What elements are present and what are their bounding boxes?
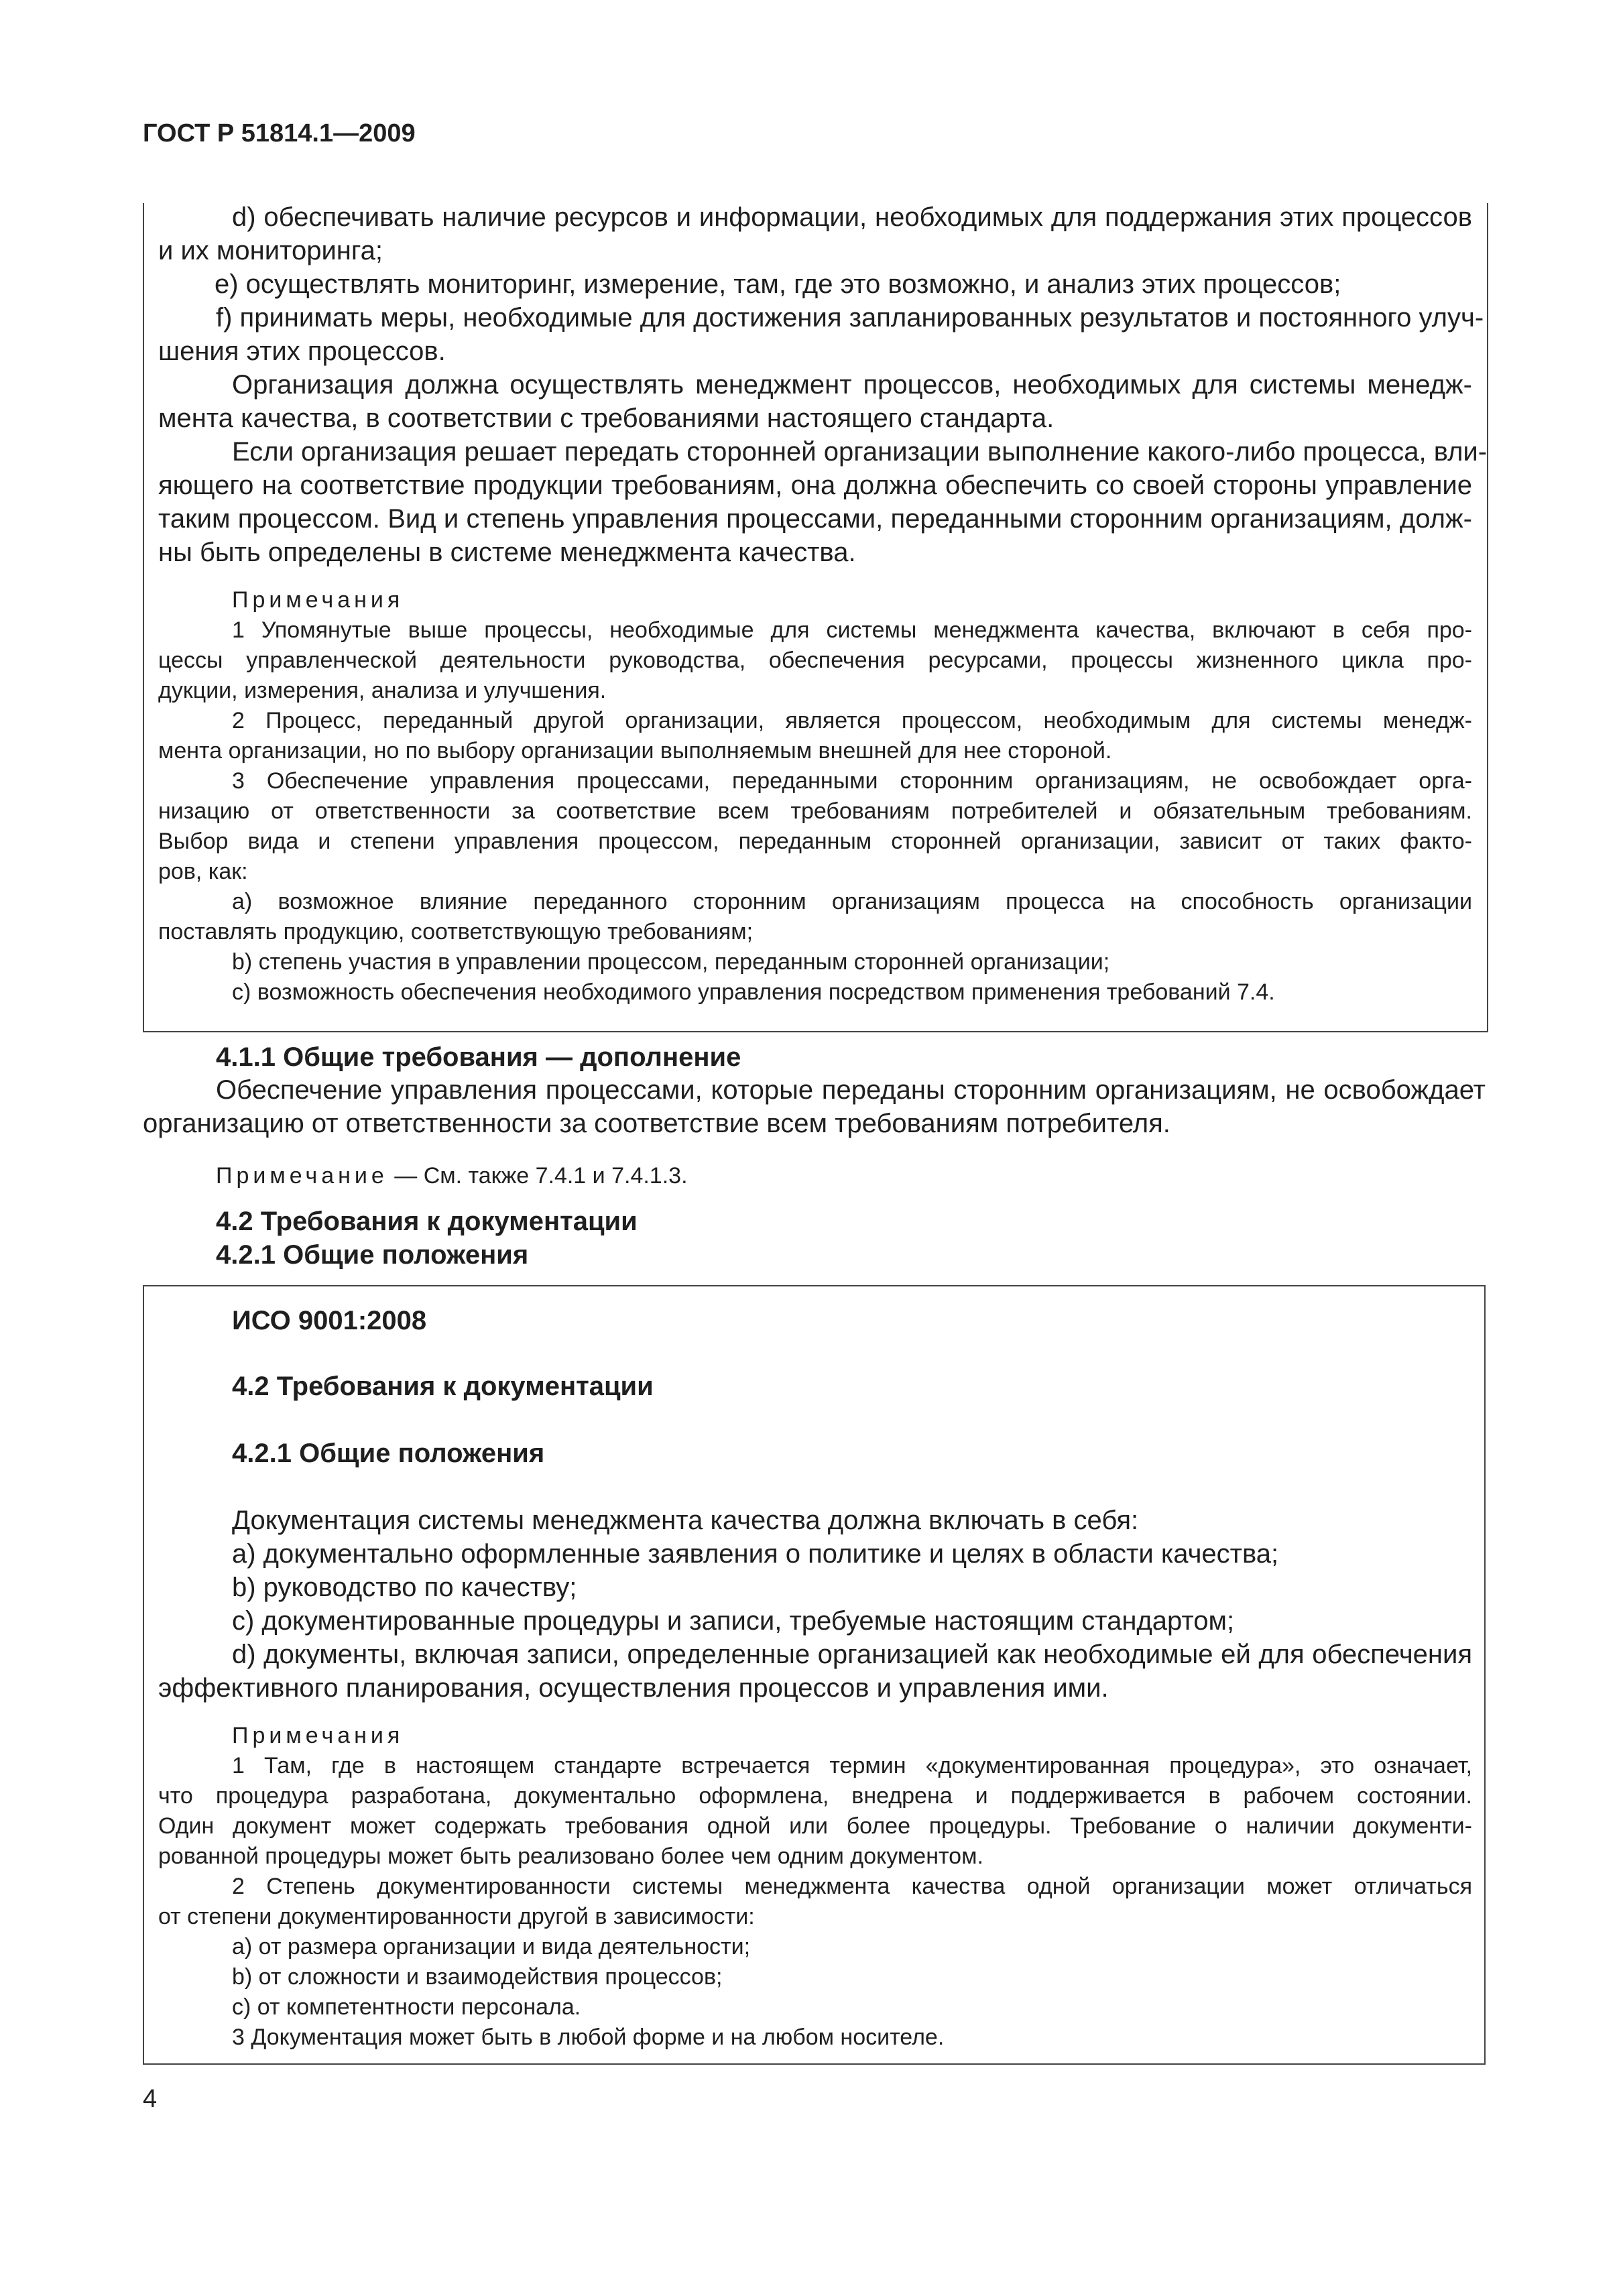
box1-note-line: 3 Обеспечение управления процессами, переданными сторонним организациям, не освобождает орга- [232, 768, 1472, 794]
box2-note-line: а) от размера организации и вида деятельности; [232, 1934, 751, 1959]
box1-line: e) осуществлять мониторинг, измерение, там, где это возможно, и анализ этих процессов; [215, 269, 1341, 299]
page-number: 4 [143, 2085, 158, 2113]
box1-note-line: b) степень участия в управлении процессом, переданным сторонней организации; [232, 949, 1110, 975]
box1-line: яющего на соответствие продукции требованиям, она должна обеспечить со своей стороны управление [158, 471, 1472, 500]
box1-note-line: ров, как: [158, 859, 248, 884]
section-heading-421: 4.2.1 Общие положения [216, 1240, 529, 1270]
box2-note-line: что процедура разработана, документально оформлена, внедрена и поддерживается в рабочем состоянии. [158, 1783, 1472, 1809]
box1-line: мента качества, в соответствии с требованиями настоящего стандарта. [158, 404, 1055, 433]
box1-note-line: дукции, измерения, анализа и улучшения. [158, 678, 607, 703]
box1-note-line: 2 Процесс, переданный другой организации, является процессом, необходимым для системы менедж- [232, 708, 1472, 733]
box1-line: таким процессом. Вид и степень управления процессами, переданными сторонним организациям, долж- [158, 504, 1472, 534]
box2-note-line: 3 Документация может быть в любой форме и на любом носителе. [232, 2025, 945, 2050]
section-411-line: Обеспечение управления процессами, которые переданы сторонним организациям, не освобождает [216, 1075, 1486, 1105]
box2-line: c) документированные процедуры и записи, требуемые настоящим стандартом; [232, 1606, 1235, 1636]
notes-heading: Примечания [232, 587, 404, 613]
document-header: ГОСТ Р 51814.1—2009 [143, 119, 416, 147]
box1-line: и их мониторинга; [158, 236, 383, 265]
box2-line: b) руководство по качеству; [232, 1573, 577, 1602]
box2-note-line: 1 Там, где в настоящем стандарте встречается термин «документированная процедура», это означает, [232, 1753, 1472, 1778]
section-411-line: организацию от ответственности за соответствие всем требованиям потребителя. [143, 1109, 1170, 1138]
box1-line: ны быть определены в системе менеджмента качества. [158, 538, 856, 567]
box1-note-line: мента организации, но по выбору организации выполняемым внешней для нее стороной. [158, 738, 1112, 764]
box1-line: Если организация решает передать сторонней организации выполнение какого-либо процесса, вли- [232, 437, 1488, 467]
box1-line: d) обеспечивать наличие ресурсов и информации, необходимых для поддержания этих процессов [232, 202, 1472, 232]
box2-notes-heading: Примечания [232, 1723, 404, 1748]
section-heading-42: 4.2 Требования к документации [216, 1207, 638, 1236]
box1-note-line: низацию от ответственности за соответствие всем требованиям потребителей и обязательным требованиям. [158, 798, 1472, 824]
box1-note-line: а) возможное влияние переданного сторонним организациям процесса на способность организации [232, 889, 1472, 914]
box1-note-line: Выбор вида и степени управления процессом, переданным сторонней организации, зависит от таких факто- [158, 829, 1472, 854]
box1-line: шения этих процессов. [158, 337, 446, 366]
box2-note-line: b) от сложности и взаимодействия процессов; [232, 1964, 723, 1990]
box2-subheading: 4.2.1 Общие положения [232, 1439, 545, 1468]
box2-heading: 4.2 Требования к документации [232, 1372, 654, 1401]
section-411-note: Примечание — См. также 7.4.1 и 7.4.1.3. [216, 1163, 688, 1189]
box2-line: Документация системы менеджмента качества должна включать в себя: [232, 1506, 1139, 1535]
box2-standard-label: ИСО 9001:2008 [232, 1306, 427, 1335]
box2-note-line: Один документ может содержать требования одной или более процедуры. Требование о наличии документи- [158, 1813, 1472, 1839]
box1-line: Организация должна осуществлять менеджмент процессов, необходимых для системы менедж- [232, 370, 1472, 400]
box2-note-line: рованной процедуры может быть реализовано более чем одним документом. [158, 1844, 983, 1869]
box2-line: эффективного планирования, осуществления процессов и управления ими. [158, 1673, 1109, 1703]
box1-note-line: поставлять продукцию, соответствующую требованиям; [158, 919, 754, 945]
box2-note-line: от степени документированности другой в зависимости: [158, 1904, 755, 1929]
box2-note-line: c) от компетентности персонала. [232, 1994, 581, 2020]
box1-note-line: c) возможность обеспечения необходимого управления посредством применения требований 7.4. [232, 979, 1275, 1005]
box2-line: d) документы, включая записи, определенные организацией как необходимые ей для обеспечения [232, 1640, 1472, 1669]
box2-note-line: 2 Степень документированности системы менеджмента качества одной организации может отличаться [232, 1874, 1472, 1899]
box1-line: f) принимать меры, необходимые для достижения запланированных результатов и постоянного улуч- [216, 303, 1484, 333]
box1-note-line: 1 Упомянутые выше процессы, необходимые для системы менеджмента качества, включают в себя про- [232, 617, 1472, 643]
box1-note-line: цессы управленческой деятельности руководства, обеспечения ресурсами, процессы жизненного цикла про- [158, 648, 1472, 673]
box2-line: а) документально оформленные заявления о политике и целях в области качества; [232, 1539, 1279, 1569]
section-heading-411: 4.1.1 Общие требования — дополнение [216, 1042, 741, 1072]
